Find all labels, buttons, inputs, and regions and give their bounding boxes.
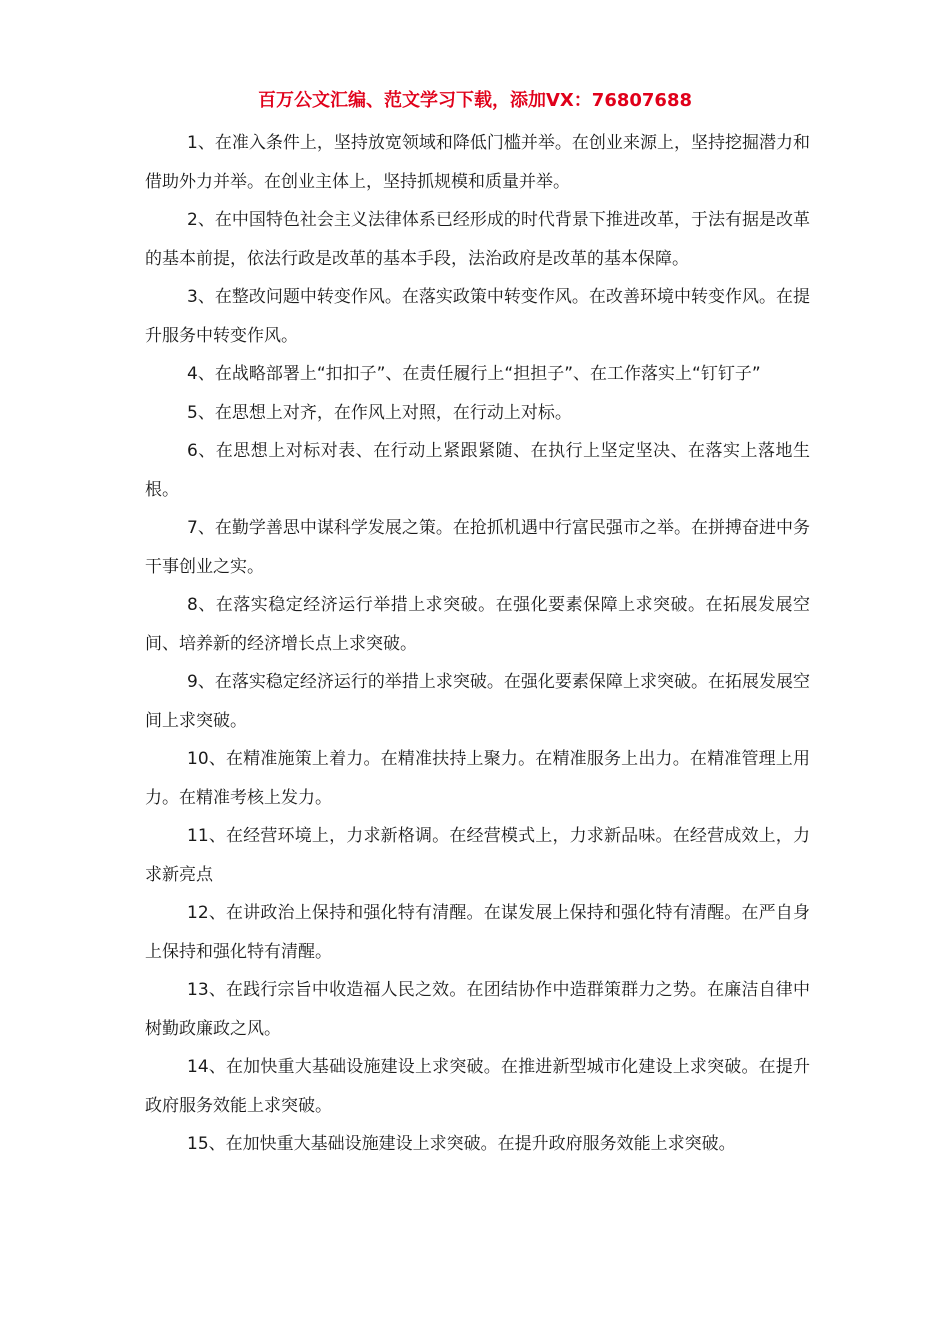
- paragraph-6: 6、在思想上对标对表、在行动上紧跟紧随、在执行上坚定坚决、在落实上落地生根。: [145, 441, 810, 500]
- paragraph-2: 2、在中国特色社会主义法律体系已经形成的时代背景下推进改革，于法有据是改革的基本前提，依法行政是改革的基本手段，法治政府是改革的基本保障。: [145, 210, 810, 269]
- paragraph-15: 15、在加快重大基础设施建设上求突破。在提升政府服务效能上求突破。: [187, 1134, 736, 1154]
- paragraph-11: 11、在经营环境上，力求新格调。在经营模式上，力求新品味。在经营成效上，力求新亮点: [145, 826, 810, 885]
- paragraph-1: 1、在准入条件上，坚持放宽领域和降低门槛并举。在创业来源上，坚持挖掘潜力和借助外力并举。在创业主体上，坚持抓规模和质量并举。: [145, 133, 810, 192]
- header-banner: 百万公文汇编、范文学习下载，添加VX：76807688: [257, 90, 692, 111]
- paragraph-12: 12、在讲政治上保持和强化特有清醒。在谋发展上保持和强化特有清醒。在严自身上保持和强化特有清醒。: [145, 903, 810, 962]
- paragraph-9: 9、在落实稳定经济运行的举措上求突破。在强化要素保障上求突破。在拓展发展空间上求突破。: [145, 672, 810, 731]
- document-body: [145, 124, 810, 1164]
- paragraph-3: 3、在整改问题中转变作风。在落实政策中转变作风。在改善环境中转变作风。在提升服务中转变作风。: [145, 287, 810, 346]
- paragraph-7: 7、在勤学善思中谋科学发展之策。在抢抓机遇中行富民强市之举。在拼搏奋进中务干事创业之实。: [145, 518, 810, 577]
- paragraph-8: 8、在落实稳定经济运行举措上求突破。在强化要素保障上求突破。在拓展发展空间、培养新的经济增长点上求突破。: [145, 595, 810, 654]
- paragraph-10: 10、在精准施策上着力。在精准扶持上聚力。在精准服务上出力。在精准管理上用力。在精准考核上发力。: [145, 749, 810, 808]
- paragraph-14: 14、在加快重大基础设施建设上求突破。在推进新型城市化建设上求突破。在提升政府服务效能上求突破。: [145, 1057, 810, 1116]
- paragraph-5: 5、在思想上对齐，在作风上对照，在行动上对标。: [187, 402, 572, 423]
- paragraph-4: 4、在战略部署上“扣扣子”、在责任履行上“担担子”、在工作落实上“钉钉子”: [187, 364, 761, 384]
- paragraph-13: 13、在践行宗旨中收造福人民之效。在团结协作中造群策群力之势。在廉洁自律中树勤政廉政之风。: [145, 980, 810, 1039]
